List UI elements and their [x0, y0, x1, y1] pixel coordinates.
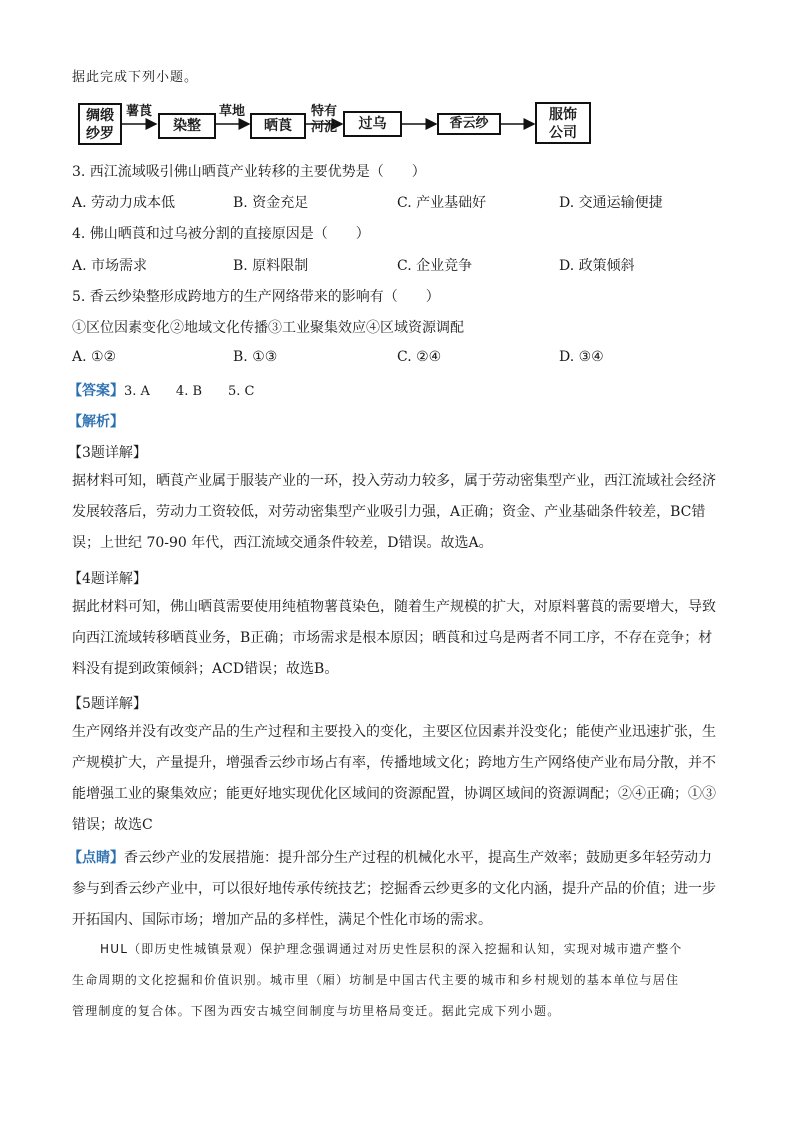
detail-3-tag: 【3题详解】 — [68, 445, 147, 461]
point-body — [68, 843, 722, 936]
detail-5-body — [72, 717, 722, 841]
flow-label-shulang: 薯莨 — [125, 104, 152, 119]
detail-3-line-2: 发展较落后，劳动力工资较低，对劳动密集型产业吸引力强，A正确；资金、产业基础条件较差，BC错 — [72, 504, 706, 520]
flow-box-sunning: 晒莨 — [250, 113, 306, 139]
answer-line — [68, 380, 255, 400]
answer-tag: 【答案】 — [68, 383, 124, 399]
answer-text: 3. A 4. B 5. C — [124, 384, 255, 399]
detail-4-tag: 【4题详解】 — [68, 571, 147, 587]
q3-option-a: A. 劳动力成本低 — [72, 195, 176, 211]
detail-4-line-2: 向西江流域转移晒莨业务，B正确；市场需求是根本原因；晒莨和过乌是两者不同工序，不存在竞争；材 — [72, 630, 713, 646]
analysis-tag: 【解析】 — [68, 414, 124, 430]
q5-option-c: C. ②④ — [397, 349, 442, 365]
intro-text: 据此完成下列小题。 — [72, 70, 199, 85]
detail-5-tag: 【5题详解】 — [68, 696, 147, 712]
q4-option-a: A. 市场需求 — [72, 258, 148, 274]
point-line-3: 开拓国内、国际市场；增加产品的多样性，满足个性化市场的需求。 — [72, 912, 492, 928]
question-3-stem: 3. 西江流域吸引佛山晒莨产业转移的主要优势是（ ） — [72, 164, 426, 180]
next-material-line-1: HUL（即历史性城镇景观）保护理念强调通过对历史性层积的深入挖掘和认知，实现对城市遗产整个 — [100, 942, 683, 956]
detail-3-body — [72, 466, 722, 559]
question-4-stem: 4. 佛山晒莨和过乌被分割的直接原因是（ ） — [72, 226, 370, 242]
next-material-line-2: 生命周期的文化挖掘和价值识别。城市里（厢）坊制是中国古代主要的城市和乡村规划的基本单位与居住 — [72, 973, 680, 987]
detail-5-line-3: 能增强工业的聚集效应；能更好地实现优化区域间的资源配置，协调区域间的资源调配；②④正确；①③ — [72, 786, 716, 802]
q4-option-d: D. 政策倾斜 — [559, 258, 635, 274]
q3-option-d: D. 交通运输便捷 — [559, 195, 663, 211]
next-material-body — [72, 934, 722, 1027]
detail-3-line-3: 误；上世纪 70-90 年代，西江流域交通条件较差，D错误。故选A。 — [72, 535, 493, 551]
detail-3-line-1: 据材料可知，晒莨产业属于服装产业的一环，投入劳动力较多，属于劳动密集型产业，西江流域社会经济 — [72, 473, 716, 489]
detail-4-line-1: 据此材料可知，佛山晒莨需要使用纯植物薯莨染色，随着生产规模的扩大，对原料薯莨的需要增大，导致 — [72, 599, 716, 615]
q4-option-b: B. 原料限制 — [233, 258, 309, 274]
flow-box-guowu: 过乌 — [343, 111, 402, 137]
flow-box-apparel-company: 服饰 公司 — [535, 102, 591, 144]
q5-option-d: D. ③④ — [559, 349, 604, 365]
flow-label-caodi: 草地 — [218, 104, 245, 119]
detail-5-line-1: 生产网络并没有改变产品的生产过程和主要投入的变化，主要区位因素并没变化；能使产业迅速扩张，生 — [72, 724, 716, 740]
q3-option-c: C. 产业基础好 — [397, 195, 487, 211]
detail-4-line-3: 料没有提到政策倾斜；ACD错误；故选B。 — [72, 661, 339, 677]
flow-box-dyeing: 染整 — [158, 113, 216, 139]
point-line-2: 参与到香云纱产业中，可以很好地传承传统技艺；挖掘香云纱更多的文化内涵，提升产品的价值；进一步 — [72, 881, 716, 897]
question-5-stem: 5. 香云纱染整形成跨地方的生产网络带来的影响有（ ） — [72, 289, 440, 305]
point-tag: 【点睛】 — [68, 850, 124, 866]
q4-option-c: C. 企业竞争 — [397, 258, 473, 274]
q5-option-b: B. ①③ — [233, 349, 278, 365]
q3-option-b: B. 资金充足 — [233, 195, 309, 211]
flow-box-silk: 绸缎 纱罗 — [78, 103, 122, 145]
detail-4-body — [72, 592, 722, 685]
point-line-1: 【点睛】香云纱产业的发展措施：提升部分生产过程的机械化水平，提高生产效率；鼓励更多年轻劳动力 — [68, 850, 712, 866]
detail-5-line-4: 错误；故选C — [72, 817, 153, 833]
flow-label-river-mud: 特有 河泥 — [310, 104, 337, 135]
detail-5-line-2: 产规模扩大，产量提升，增强香云纱市场占有率，传播地域文化；跨地方生产网络使产业布局分散，并不 — [72, 755, 716, 771]
q5-option-a: A. ①② — [72, 349, 117, 365]
next-material-line-3: 管理制度的复合体。下图为西安古城空间制度与坊里格局变迁。据此完成下列小题。 — [72, 1004, 561, 1018]
flow-box-xiangyunsha: 香云纱 — [437, 113, 501, 135]
question-5-statements: ①区位因素变化②地域文化传播③工业聚集效应④区域资源调配 — [72, 320, 464, 336]
